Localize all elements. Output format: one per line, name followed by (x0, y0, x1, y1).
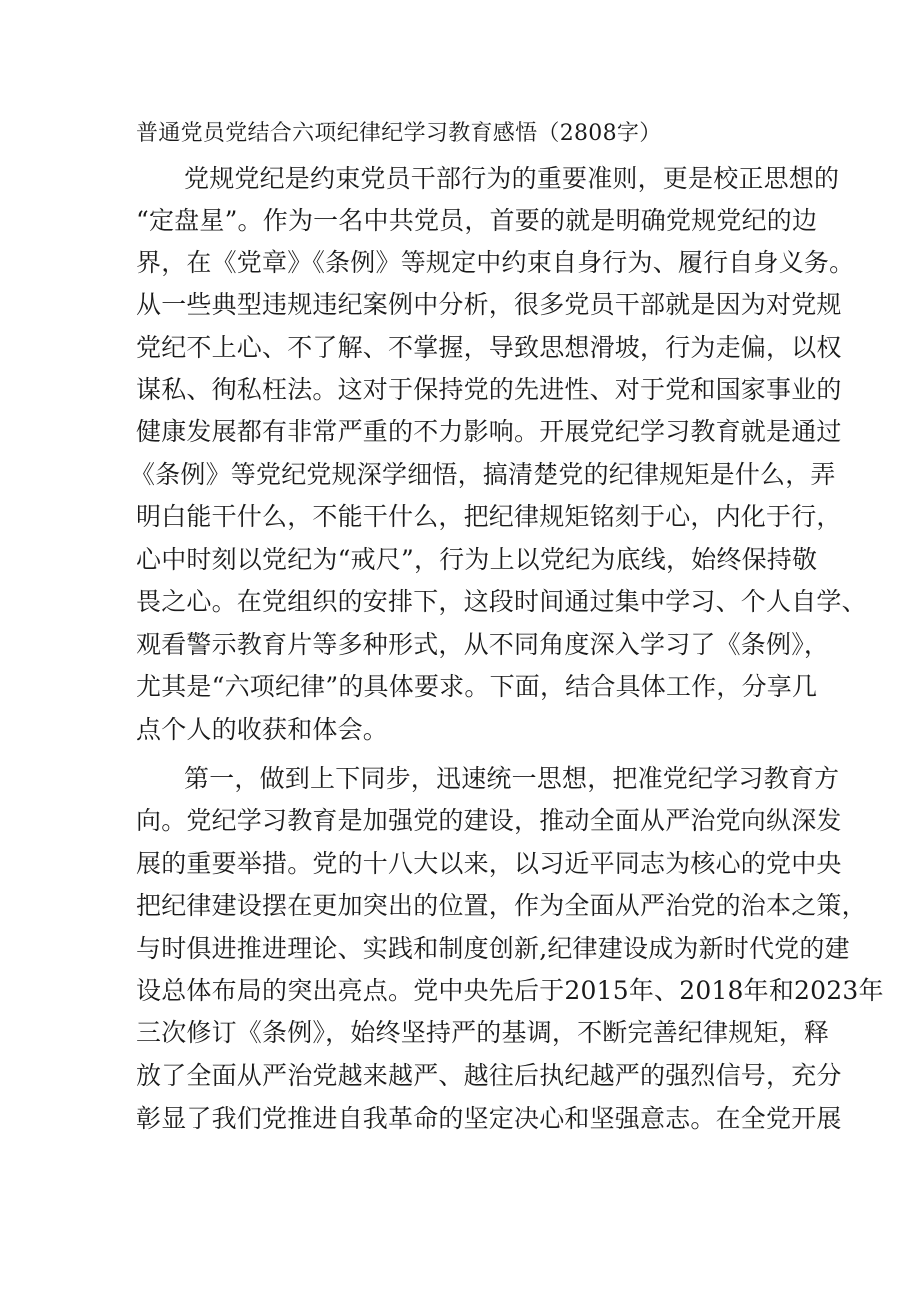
para1-line-14: 点个人的收获和体会。 (136, 715, 389, 744)
document-title: 普通党员党结合六项纪律纪学习教育感悟（2808字） (136, 121, 662, 146)
para2-line-5: 与时俱进推进理论、实践和制度创新,纪律建设成为新时代党的建 (136, 934, 850, 963)
para1-line-11: 畏之心。在党组织的安排下，这段时间通过集中学习、个人自学、 (136, 587, 867, 616)
para2-line-4: 把纪律建设摆在更加突出的位置，作为全面从严治党的治本之策， (136, 891, 867, 920)
para2-line-3: 展的重要举措。党的十八大以来，以习近平同志为核心的党中央 (136, 849, 842, 878)
para1-line-3: 界，在《党章》《条例》等规定中约束自身行为、履行自身义务。 (136, 248, 855, 277)
para1-line-1: 党规党纪是约束党员干部行为的重要准则，更是校正思想的 (184, 164, 840, 193)
para1-line-10: 心中时刻以党纪为“戒尺”，行为上以党纪为底线，始终保持敬 (136, 545, 818, 574)
para2-line-1: 第一，做到上下同步，迅速统一思想，把准党纪学习教育方 (184, 764, 840, 793)
para1-line-4: 从一些典型违规违纪案例中分析，很多党员干部就是因为对党规 (136, 290, 842, 319)
para2-line-6: 设总体布局的突出亮点。党中央先后于2015年、2018年和2023年 (136, 976, 884, 1005)
para1-line-6: 谋私、徇私枉法。这对于保持党的先进性、对于党和国家事业的 (136, 375, 842, 404)
para1-line-13: 尤其是“六项纪律”的具体要求。下面，结合具体工作，分享几 (136, 672, 818, 701)
para2-line-2: 向。党纪学习教育是加强党的建设，推动全面从严治党向纵深发 (136, 806, 842, 835)
para1-line-7: 健康发展都有非常严重的不力影响。开展党纪学习教育就是通过 (136, 417, 842, 446)
para1-line-8: 《条例》等党纪党规深学细悟，搞清楚党的纪律规矩是什么，弄 (130, 460, 836, 489)
para2-line-8: 放了全面从严治党越来越严、越往后执纪越严的强烈信号，充分 (136, 1061, 842, 1090)
para2-line-7: 三次修订《条例》，始终坚持严的基调，不断完善纪律规矩，释 (136, 1018, 830, 1047)
para1-line-5: 党纪不上心、不了解、不掌握，导致思想滑坡，行为走偏，以权 (136, 333, 842, 362)
para1-line-12: 观看警示教育片等多种形式，从不同角度深入学习了《条例》， (136, 630, 830, 659)
para2-line-9: 彰显了我们党推进自我革命的坚定决心和坚强意志。在全党开展 (136, 1104, 842, 1133)
para1-line-9: 明白能干什么，不能干什么，把纪律规矩铭刻于心，内化于行， (136, 502, 842, 531)
para1-line-2: “定盘星”。作为一名中共党员，首要的就是明确党规党纪的边 (136, 206, 818, 235)
